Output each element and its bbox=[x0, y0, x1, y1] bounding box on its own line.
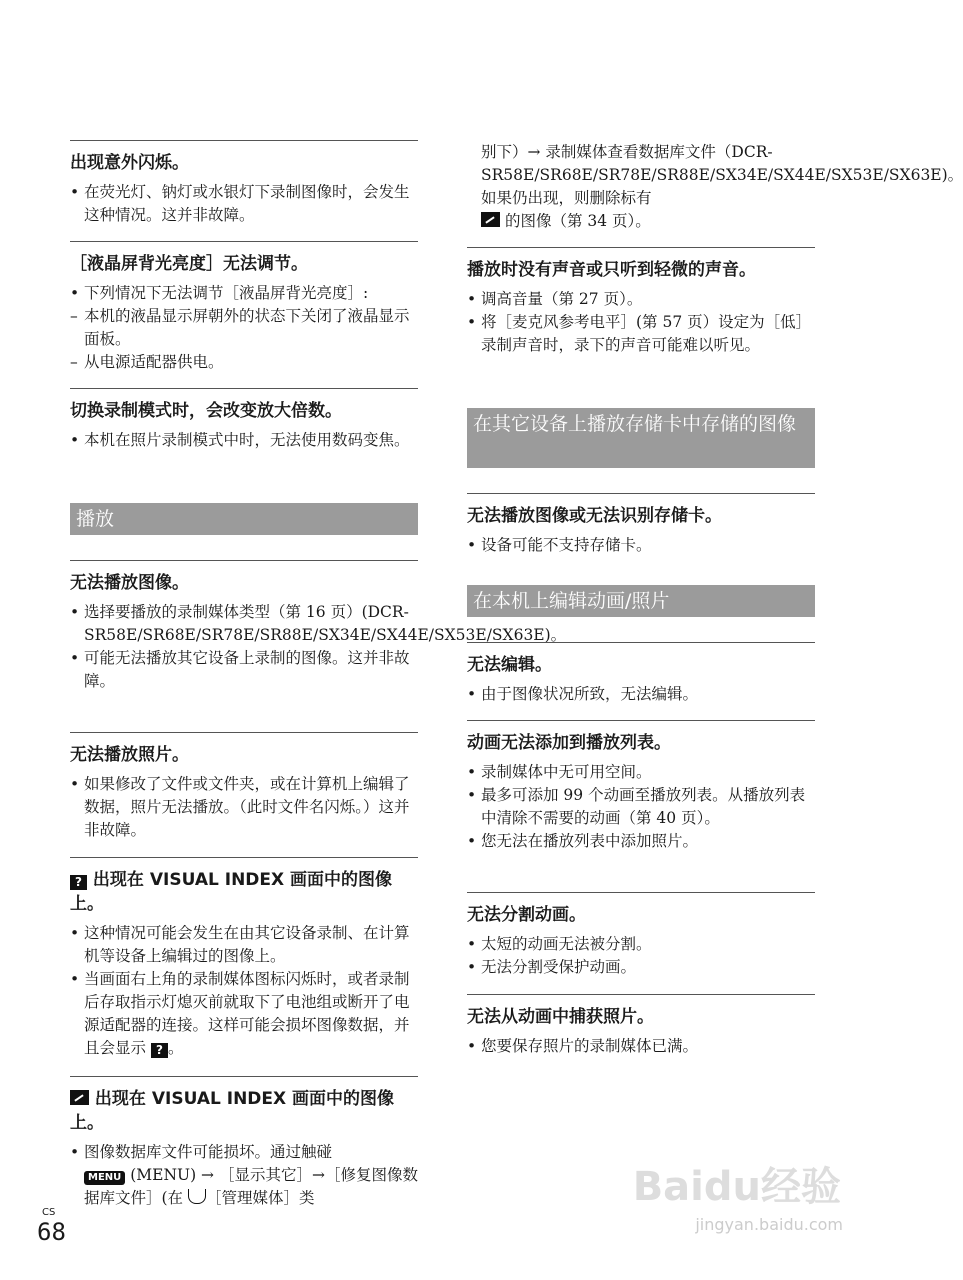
list-item: • 最多可添加 99 个动画至播放列表。从播放列表中清除不需要的动画（第 40 页）。 bbox=[467, 784, 815, 830]
list-item: • 本机在照片录制模式中时，无法使用数码变焦。 bbox=[70, 429, 418, 452]
paragraph bbox=[467, 141, 963, 233]
text: 别下）→ 录制媒体查看数据库文件（DCR-SR58E/SR68E/SR78E/SR88E/SX34E/SX44E/SX53E/SX63E)。如果仍出现，则删除标有 bbox=[481, 143, 963, 207]
continued-text bbox=[467, 141, 963, 233]
sub-item: – 从电源适配器供电。 bbox=[70, 351, 418, 374]
section-playlist bbox=[467, 720, 815, 853]
menu-icon: MENU bbox=[84, 1171, 125, 1185]
heading: 播放时没有声音或只听到轻微的声音。 bbox=[467, 260, 756, 280]
text: 图像数据库文件可能损坏。通过触碰 bbox=[84, 1143, 333, 1161]
heading: 无法播放照片。 bbox=[70, 745, 189, 765]
section-backlight bbox=[70, 241, 418, 374]
list-item: • 您要保存照片的录制媒体已满。 bbox=[467, 1035, 815, 1058]
section-capture bbox=[467, 994, 815, 1058]
heading: 出现意外闪烁。 bbox=[70, 153, 189, 173]
list-item: • 调高音量（第 27 页）。 bbox=[467, 288, 815, 311]
heading: 无法编辑。 bbox=[467, 655, 552, 675]
list-item bbox=[70, 1141, 418, 1210]
section-cannot-play-photo bbox=[70, 732, 418, 842]
list-item: • 由于图像状况所致，无法编辑。 bbox=[467, 683, 815, 706]
list-item: • 您无法在播放列表中添加照片。 bbox=[467, 830, 815, 853]
heading: 无法播放图像。 bbox=[70, 573, 189, 593]
section-broken-icon bbox=[70, 1076, 418, 1210]
question-icon: ? bbox=[70, 875, 87, 890]
heading: 无法从动画中捕获照片。 bbox=[467, 1007, 654, 1027]
text: 的图像（第 34 页）。 bbox=[504, 212, 651, 230]
list-item bbox=[70, 968, 418, 1060]
section-bar-other-devices: 在其它设备上播放存储卡中存储的图像 bbox=[467, 408, 815, 468]
text: ［管理媒体］类 bbox=[206, 1189, 315, 1207]
language-code: CS bbox=[42, 1207, 56, 1218]
list-item: • 设备可能不支持存储卡。 bbox=[467, 534, 815, 557]
heading-row bbox=[70, 1087, 418, 1135]
section-divide bbox=[467, 892, 815, 979]
heading: 出现在 VISUAL INDEX 画面中的图像上。 bbox=[70, 870, 393, 914]
sub-item: – 本机的液晶显示屏朝外的状态下关闭了液晶显示面板。 bbox=[70, 305, 418, 351]
list-item: • 这种情况可能会发生在由其它设备录制、在计算机等设备上编辑过的图像上。 bbox=[70, 922, 418, 968]
section-card bbox=[467, 493, 815, 557]
list-item: • 下列情况下无法调节［液晶屏背光亮度］: bbox=[70, 282, 418, 305]
section-cannot-edit bbox=[467, 642, 815, 706]
list-item: • 如果修改了文件或文件夹，或在计算机上编辑了数据，照片无法播放。（此时文件名闪烁。）这并非故障。 bbox=[70, 773, 418, 842]
heading: ［液晶屏背光亮度］无法调节。 bbox=[70, 254, 308, 274]
section-flicker bbox=[70, 140, 418, 227]
heading: 无法分割动画。 bbox=[467, 905, 586, 925]
heading: 动画无法添加到播放列表。 bbox=[467, 733, 671, 753]
broken-image-icon bbox=[70, 1090, 89, 1105]
heading: 出现在 VISUAL INDEX 画面中的图像上。 bbox=[70, 1089, 395, 1133]
section-no-sound bbox=[467, 247, 815, 357]
section-bar-edit: 在本机上编辑动画/照片 bbox=[467, 585, 815, 617]
section-bar-playback: 播放 bbox=[70, 503, 418, 535]
list-item: • 选择要播放的录制媒体类型（第 16 页）(DCR-SR58E/SR68E/SR78E/SR88E/SX34E/SX44E/SX53E/SX63E)。 bbox=[70, 601, 418, 647]
section-zoom bbox=[70, 388, 418, 452]
media-manage-icon bbox=[188, 1189, 206, 1204]
watermark-url: jingyan.baidu.com bbox=[695, 1215, 843, 1234]
question-icon: ? bbox=[151, 1043, 168, 1058]
section-question-icon bbox=[70, 857, 418, 1060]
page-number: 68 bbox=[37, 1218, 66, 1246]
list-item: • 可能无法播放其它设备上录制的图像。这并非故障。 bbox=[70, 647, 418, 693]
list-item: • 无法分割受保护动画。 bbox=[467, 956, 815, 979]
text: (MENU) → ［显示其它］→［修复图像数据库文件］(在 bbox=[84, 1166, 418, 1207]
watermark-logo: Baidu经验 bbox=[632, 1164, 841, 1210]
list-item: • 太短的动画无法被分割。 bbox=[467, 933, 815, 956]
text: 。 bbox=[167, 1039, 184, 1057]
heading: 切换录制模式时，会改变放大倍数。 bbox=[70, 401, 342, 421]
heading-row bbox=[70, 868, 418, 916]
list-item: • 将［麦克风参考电平］(第 57 页）设定为［低］录制声音时，录下的声音可能难以听见。 bbox=[467, 311, 815, 357]
text: 当画面右上角的录制媒体图标闪烁时，或者录制后存取指示灯熄灭前就取下了电池组或断开了电源适配器的连接。这样可能会损坏图像数据，并且会显示 bbox=[84, 970, 410, 1057]
broken-image-icon bbox=[481, 212, 500, 227]
list-item: • 录制媒体中无可用空间。 bbox=[467, 761, 815, 784]
list-item: • 在荧光灯、钠灯或水银灯下录制图像时，会发生这种情况。这并非故障。 bbox=[70, 181, 418, 227]
heading: 无法播放图像或无法识别存储卡。 bbox=[467, 506, 722, 526]
